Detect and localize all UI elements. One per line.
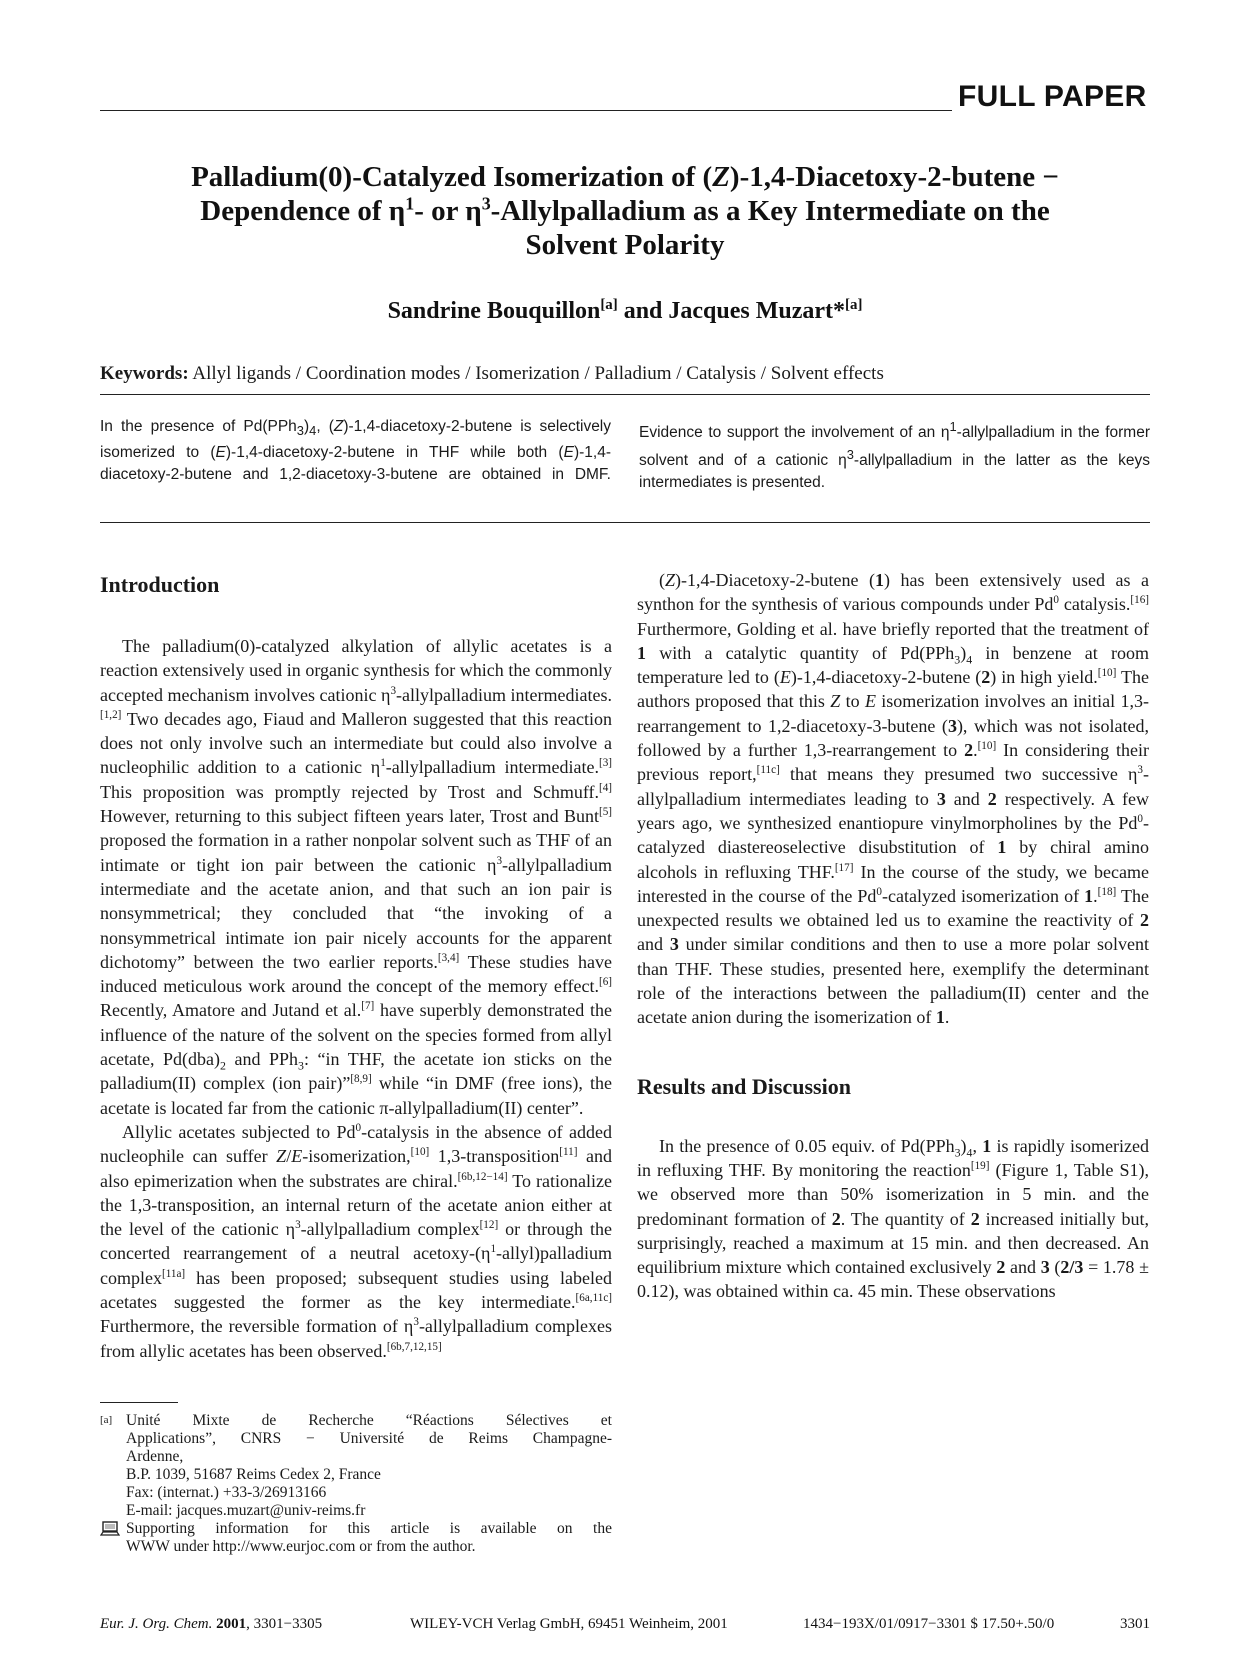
section-heading-results: Results and Discussion [637, 1073, 851, 1099]
author-list: Sandrine Bouquillon[a] and Jacques Muzart*[a] [387, 297, 863, 324]
footnote-mark: [a] [100, 1414, 113, 1426]
journal-citation: Eur. J. Org. Chem. 2001, 3301−3305 [100, 1616, 323, 1632]
author-name: Jacques Muzart* [668, 298, 846, 324]
publisher: WILEY-VCH Verlag GmbH, 69451 Weinheim, 2001 [410, 1616, 728, 1632]
footnote-rule [100, 1402, 178, 1403]
keywords-rule [100, 394, 1150, 395]
issn-code: 1434−193X/01/0917−3301 $ 17.50+.50/0 [803, 1616, 1055, 1632]
header-rule [100, 110, 952, 111]
left-column [100, 572, 612, 1363]
paragraph: In the presence of 0.05 equiv. of $Pd(PPh_3)_4$, 1 is rapidly isomerized in refluxing THF. By monitoring the reaction[19] (Figure 1, Table S1), we observed more than 50% isomerization in 5 min. and the predominant formation of 2. The quantity of 2 increased initially but, surprisingly, reached a maximum at 15 min. and then decreased. An equilibrium mixture which contained exclusively 2 and 3 (2/3 = 1.78 ± 0.12), was obtained within ca. 45 min. These observations [637, 1135, 1150, 1302]
page-number: 3301 [1120, 1616, 1150, 1632]
paragraph: Allylic acetates subjected to Pd$^0$-catalysis in the absence of added nucleophile can suffer Z/E-isomerization,[10] 1,3-transposition[11] and also epimerization when the substrates are chiral.[6b,12−14] To rationalize the 1,3-transposition, an internal return of the acetate anion either at the level of the cationic $\eta^3$-allylpalladium complex[12] or through the concerted rearrangement of a neutral acetoxy-$(\eta^1-allyl)palladium$ complex[11a] has been proposed; subsequent studies using labeled acetates suggested the former as the key intermediate.[6a,11c] Furthermore, the reversible formation of $\eta^3$-allylpalladium complexes from allylic acetates has been observed.[6b,7,12,15] [100, 1121, 613, 1361]
author-email: E-mail: jacques.muzart@univ-reims.fr [126, 1502, 366, 1519]
keywords-label: Keywords: [100, 363, 189, 384]
abstract: In the presence of $Pd(PPh_3)_4$, (Z)-1,4-diacetoxy-2-butene is selectively isomerized to (E)-1,4-diacetoxy-2-butene in THF while both (E)-1,4-diacetoxy-2-butene and 1,2-diacetoxy-3-butene are obtained in DMF. Evidence to support the involvement of an $\eta^1$-allylpalladium in the former solvent and of a cationic $\eta^3$-allylpalladium in the latter as the keys intermediates is presented. [100, 418, 1150, 492]
paragraph: The palladium(0)-catalyzed alkylation of allylic acetates is a reaction extensively used in organic synthesis for which the commonly accepted mechanism involves cationic $\eta^3$-allylpalladium intermediates.[1,2] Two decades ago, Fiaud and Malleron suggested that this reaction does not only involve such an intermediate but could also involve a nucleophilic addition to a cationic $\eta^1$-allylpalladium intermediate.[3] This proposition was promptly rejected by Trost and Schmuff.[4] However, returning to this subject fifteen years later, Trost and Bunt[5] proposed the formation in a rather nonpolar solvent such as THF of an intimate or tight ion pair between the cationic $\eta^3$-allylpalladium intermediate and the acetate anion, and that such an ion pair is nonsymmetrical; they concluded that “the invoking of a nonsymmetrical intimate ion pair nicely accounts for the apparent dichotomy” between the two earlier reports.[3,4] These studies have induced meticulous work around the concept of the memory effect.[6] Recently, Amatore and Jutand et al.[7] have superbly demonstrated the influence of the nature of the solvent on the species formed from allyl acetate, $Pd(dba)_2$ and PPh$_3$: “in THF, the acetate ion sticks on the palladium(II) complex (ion pair)”[8,9] while “in DMF (free ions), the acetate is located far from the cationic π-allylpalladium(II) center”. [100, 636, 612, 1118]
keywords [100, 362, 1150, 386]
keywords-text: Allyl ligands / Coordination modes / Isomerization / Palladium / Catalysis / Solvent effects [192, 363, 884, 384]
right-column [637, 568, 1149, 1304]
section-heading-introduction: Introduction [100, 572, 220, 597]
computer-icon [100, 1520, 126, 1556]
abstract-rule [100, 522, 1150, 523]
paragraph: (Z)-1,4-Diacetoxy-2-butene (1) has been extensively used as a synthon for the synthesis of various compounds under Pd$^0$ catalysis.[16] Furthermore, Golding et al. have briefly reported that the treatment of 1 with a catalytic quantity of $Pd(PPh_3)_4$ in benzene at room temperature led to (E)-1,4-diacetoxy-2-butene (2) in high yield.[10] The authors proposed that this Z to E isomerization involves an initial 1,3-rearrangement to 1,2-diacetoxy-3-butene (3), which was not isolated, followed by a further 1,3-rearrangement to 2.[10] In considering their previous report,[11c] that means they presumed two successive $\eta^3$-allylpalladium intermediates leading to 3 and 2 respectively. A few years ago, we synthesized enantiopure vinylmorpholines by the Pd$^0$-catalyzed diastereoselective disubstitution of 1 by chiral amino alcohols in refluxing THF.[17] In the course of the study, we became interested in the course of the Pd$^0$-catalyzed isomerization of 1.[18] The unexpected results we obtained led us to examine the reactivity of 2 and 3 under similar conditions and then to use a more polar solvent than THF. These studies, presented here, exemplify the determinant role of the interactions between the palladium(II) center and the acetate anion during the isomerization of 1. [637, 570, 1150, 1028]
affiliation-footnote: [a] Unité Mixte de Recherche “Réactions Sélectives et Applications”, CNRS − Université de Reims Champagne- Ardenne, B.P. 1039, 51687 Reims Cedex 2, France Fax: (internat.) +33-3/26913166 E-mail: jacques.muzart@univ-reims.fr Supporting information for this article is available on the WWW under http://www.eurjoc.com or from the author. [100, 1412, 612, 1555]
paper-title: Palladium(0)-Catalyzed Isomerization of (Z)-1,4-Diacetoxy-2-butene − Dependence of $\eta^1-$ or $\eta^3$-Allylpalladium as a Key Intermediate on the Solvent Polarity [191, 161, 1059, 261]
section-label: FULL PAPER [958, 80, 1147, 113]
author-name: Sandrine Bouquillon [387, 298, 601, 324]
